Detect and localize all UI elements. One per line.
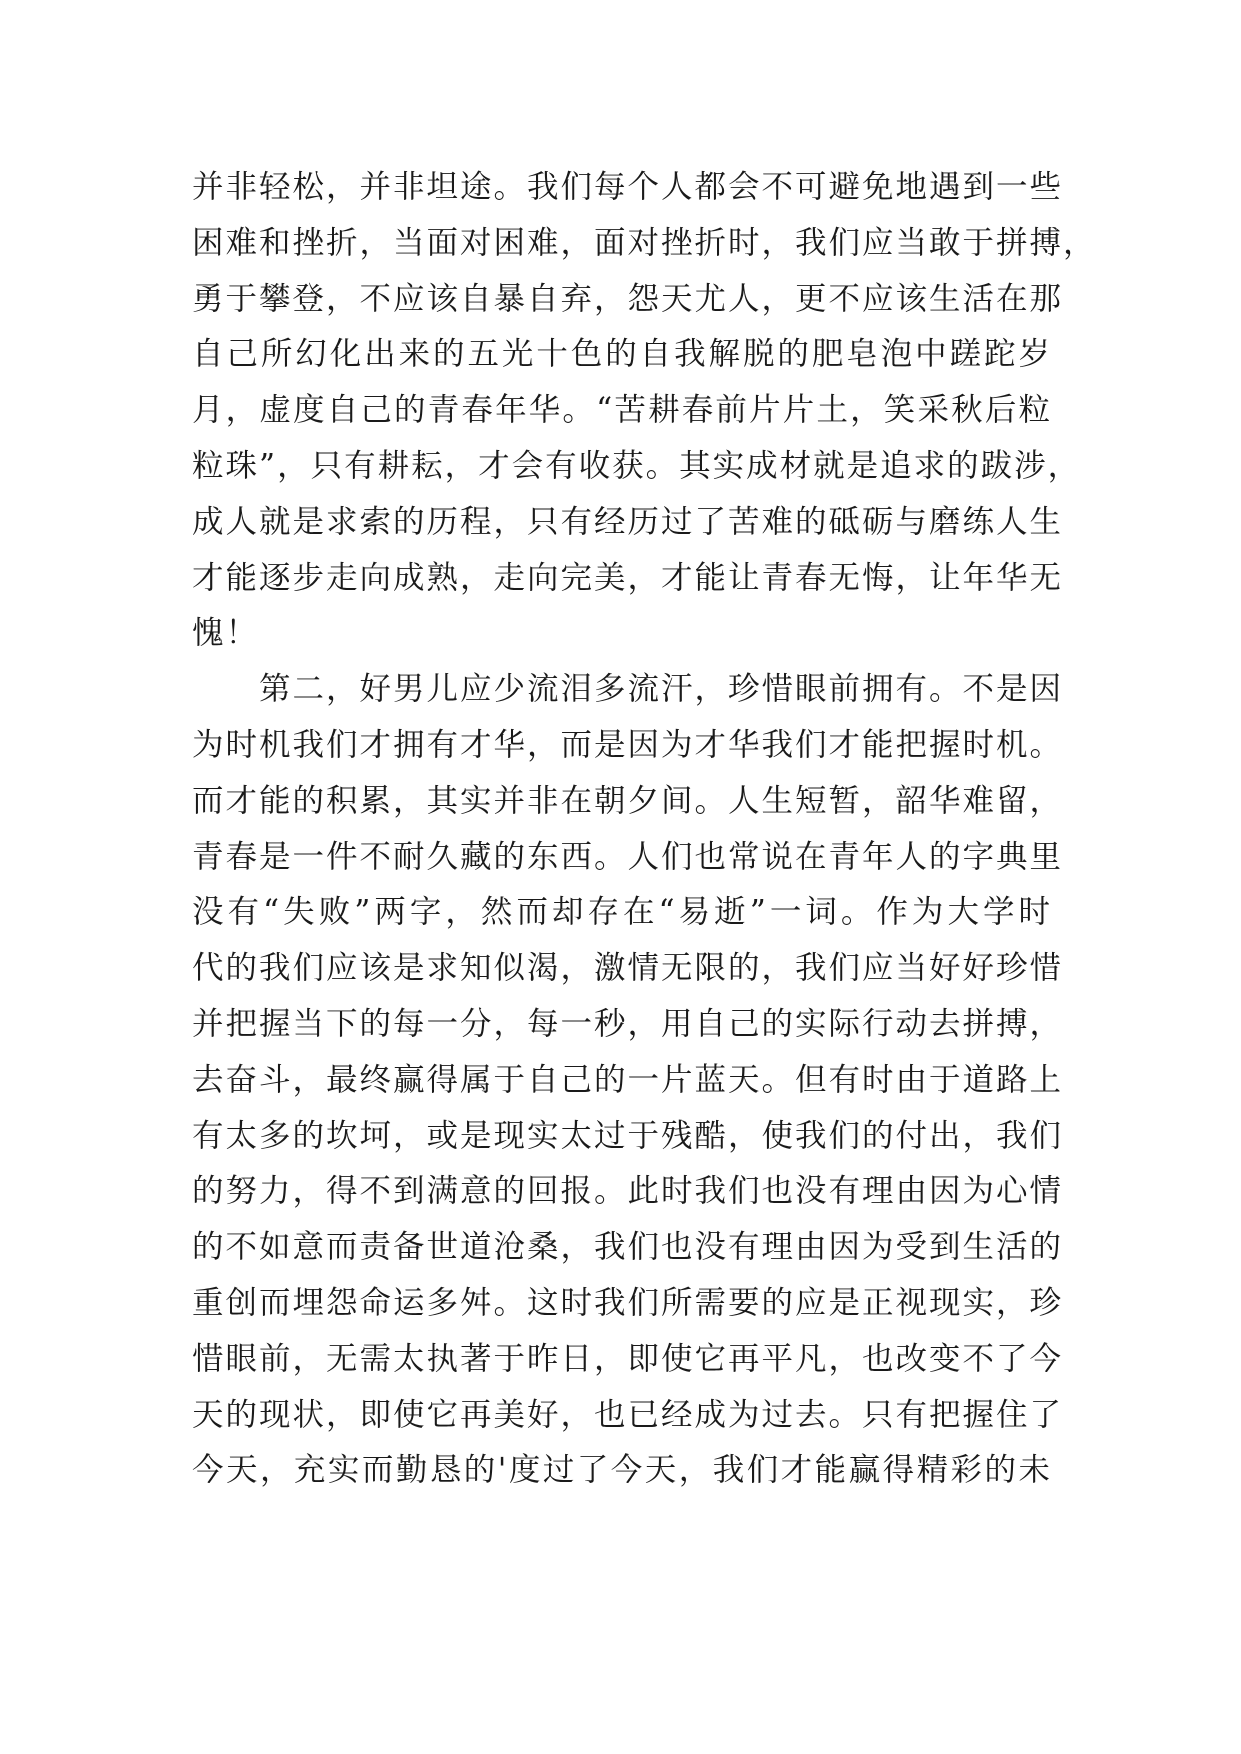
- text-line: 的不如意而责备世道沧桑，我们也没有理由因为受到生活的: [192, 1229, 1064, 1266]
- text-line: 成人就是求索的历程，只有经历过了苦难的砥砺与磨练人生: [192, 503, 1064, 540]
- text-line: 困难和挫折，当面对困难，面对挫折时，我们应当敢于拼搏，: [192, 224, 1097, 261]
- text-line: 没有“失败”两字，然而却存在“易逝”一词。作为大学时: [192, 894, 1052, 931]
- body-text: [192, 160, 1097, 1499]
- text-line: 青春是一件不耐久藏的东西。人们也常说在青年人的字典里: [192, 838, 1064, 875]
- text-line: 才能逐步走向成熟，走向完美，才能让青春无悔，让年华无: [192, 559, 1064, 596]
- text-line: 代的我们应该是求知似渴，激情无限的，我们应当好好珍惜: [192, 950, 1064, 987]
- text-line: 并把握当下的每一分，每一秒，用自己的实际行动去拼搏，: [192, 1005, 1064, 1042]
- text-line: 有太多的坎坷，或是现实太过于残酷，使我们的付出，我们: [192, 1117, 1064, 1154]
- text-line: 天的现状，即使它再美好，也已经成为过去。只有把握住了: [192, 1396, 1064, 1433]
- text-line: 今天，充实而勤恳的'度过了今天，我们才能赢得精彩的未: [192, 1452, 1052, 1489]
- text-line: 并非轻松，并非坦途。我们每个人都会不可避免地遇到一些: [192, 169, 1064, 205]
- text-line: 月，虚度自己的青春年华。“苦耕春前片片土，笑采秋后粒: [192, 392, 1052, 429]
- paragraph-2: [192, 662, 1064, 1499]
- paragraph-1: [192, 160, 1097, 662]
- text-line: 的努力，得不到满意的回报。此时我们也没有理由因为心情: [192, 1173, 1064, 1210]
- text-line: 勇于攀登，不应该自暴自弃，怨天尤人，更不应该生活在那: [192, 280, 1064, 317]
- text-line: 惜眼前，无需太执著于昨日，即使它再平凡，也改变不了今: [192, 1340, 1064, 1377]
- text-line: 而才能的积累，其实并非在朝夕间。人生短暂，韶华难留，: [192, 782, 1064, 819]
- text-line: 第二，好男儿应少流泪多流汗，珍惜眼前拥有。不是因: [192, 671, 1064, 708]
- text-line: 愧！: [192, 615, 260, 652]
- text-line: 去奋斗，最终赢得属于自己的一片蓝天。但有时由于道路上: [192, 1061, 1064, 1098]
- text-line: 粒珠”，只有耕耘，才会有收获。其实成材就是追求的跋涉，: [192, 447, 1082, 484]
- text-line: 重创而埋怨命运多舛。这时我们所需要的应是正视现实，珍: [192, 1284, 1064, 1321]
- text-line: 为时机我们才拥有才华，而是因为才华我们才能把握时机。: [192, 726, 1064, 763]
- text-line: 自己所幻化出来的五光十色的自我解脱的肥皂泡中蹉跎岁: [192, 336, 1052, 373]
